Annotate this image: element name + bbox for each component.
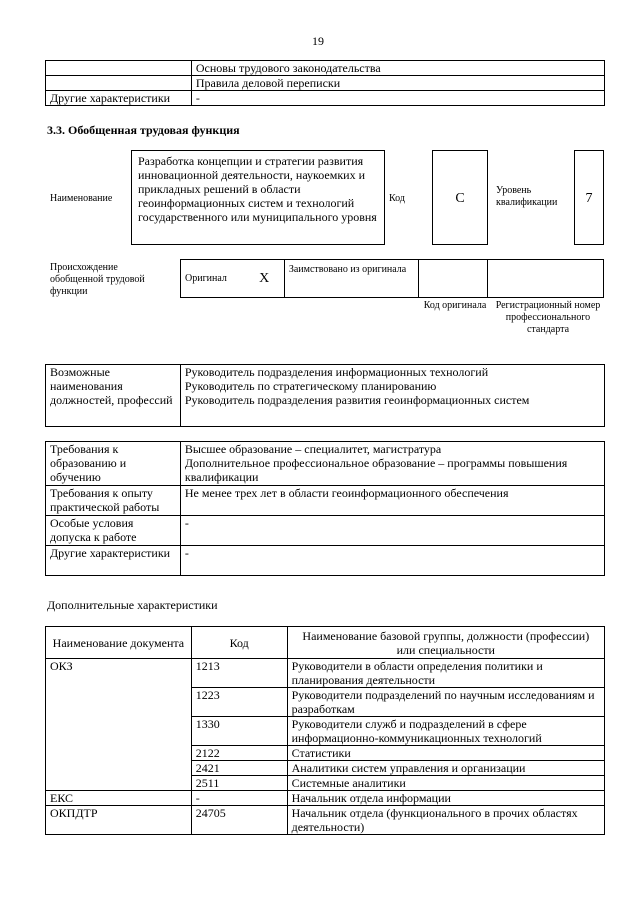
additional-table (45, 626, 605, 835)
doc-cell: ОКПДТР (46, 806, 192, 835)
code-box (432, 150, 488, 245)
name-cell: Руководители служб и подразделений в сфере информационно-коммуникационных технологий (287, 717, 604, 746)
education-label: Требования к образованию и обучению (46, 442, 181, 486)
name-cell: Аналитики систем управления и организации (287, 761, 604, 776)
top-table-value: Основы трудового законодательства (191, 61, 604, 76)
top-table-value: Правила деловой переписки (191, 76, 604, 91)
section-title: 3.3. Обобщенная трудовая функция (47, 123, 240, 137)
positions-table (45, 364, 605, 427)
level-label: Уровень квалификации (496, 185, 558, 208)
top-table-label (46, 61, 192, 76)
name-cell: Системные аналитики (287, 776, 604, 791)
name-cell: Начальник отдела информации (287, 791, 604, 806)
original-mark: X (244, 260, 284, 298)
code-label: Код (389, 193, 405, 204)
borrowed-label: Заимствовано из оригинала (284, 260, 418, 298)
code-cell: 1330 (191, 717, 287, 746)
code-cell: 2511 (191, 776, 287, 791)
page-number: 19 (312, 34, 324, 48)
special-conditions-value: - (180, 516, 604, 546)
reg-caption: Регистрационный номер профессионального стандарта (495, 300, 601, 335)
header-doc: Наименование документа (46, 627, 192, 659)
code-cell: 24705 (191, 806, 287, 835)
name-cell: Руководители в области определения политики и планирования деятельности (287, 659, 604, 688)
header-code: Код (191, 627, 287, 659)
code-caption: Код оригинала (423, 300, 487, 311)
position-item: Руководитель по стратегическому планированию (184, 379, 437, 393)
code-cell: 1213 (191, 659, 287, 688)
top-table-value: - (191, 91, 604, 106)
code-cell: - (191, 791, 287, 806)
education-value: Высшее образование – специалитет, магистратура Дополнительное профессиональное образование – программы повышения квалификации (180, 442, 604, 486)
other-characteristics-value: - (180, 546, 604, 576)
positions-label: Возможные наименования должностей, профессий (46, 365, 181, 427)
header-name: Наименование базовой группы, должности (профессии) или специальности (287, 627, 604, 659)
requirements-table (45, 441, 605, 576)
original-label: Оригинал (181, 260, 245, 298)
additional-title: Дополнительные характеристики (47, 598, 218, 612)
position-item: Руководитель подразделения развития геоинформационных систем (184, 393, 530, 407)
code-value: С (455, 191, 465, 206)
top-table (45, 60, 605, 106)
function-name: Разработка концепции и стратегии развития инновационной деятельности, наукоемких и прикладных решений в области геоинформационных систем и технологий государственного или муниципального уровня (131, 150, 385, 245)
level-value: 7 (585, 191, 593, 206)
top-table-label: Другие характеристики (46, 91, 192, 106)
other-characteristics-label: Другие характеристики (46, 546, 181, 576)
name-cell: Руководители подразделений по научным исследованиям и разработкам (287, 688, 604, 717)
name-cell: Начальник отдела (функционального в прочих областях деятельности) (287, 806, 604, 835)
code-cell: 2421 (191, 761, 287, 776)
top-table-label (46, 76, 192, 91)
position-item: Руководитель подразделения информационных технологий (184, 365, 489, 379)
level-box (574, 150, 604, 245)
name-cell: Статистики (287, 746, 604, 761)
code-cell: 1223 (191, 688, 287, 717)
origin-table (180, 259, 604, 298)
experience-label: Требования к опыту практической работы (46, 486, 181, 516)
name-label: Наименование (50, 193, 113, 204)
special-conditions-label: Особые условия допуска к работе (46, 516, 181, 546)
doc-cell: ОКЗ (46, 659, 192, 791)
experience-value: Не менее трех лет в области геоинформационного обеспечения (180, 486, 604, 516)
code-cell: 2122 (191, 746, 287, 761)
doc-cell: ЕКС (46, 791, 192, 806)
origin-label: Происхождение обобщенной трудовой функции (50, 262, 145, 297)
reg-number-cell (488, 260, 604, 298)
original-code-cell (418, 260, 488, 298)
